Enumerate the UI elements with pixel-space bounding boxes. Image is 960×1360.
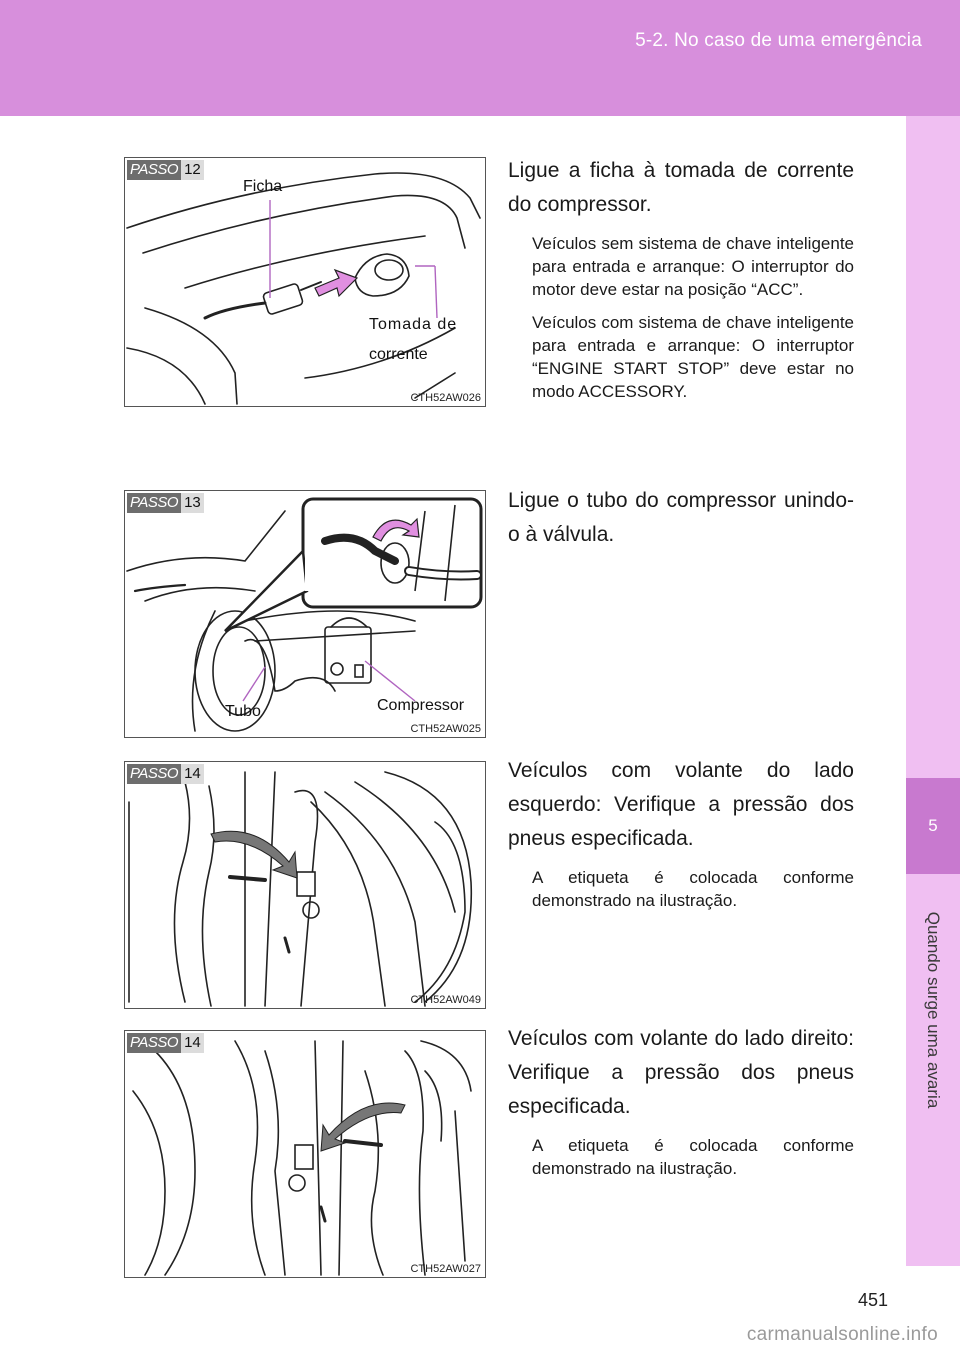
step-badge <box>127 160 204 180</box>
illustration-plug-socket <box>125 158 485 406</box>
figure-code: CTH52AW049 <box>410 994 481 1006</box>
step-instruction: Ligue o tubo do compressor unindo-o à válvula. <box>508 489 854 546</box>
page-header <box>0 0 960 116</box>
figure-step-14-left <box>124 761 486 1009</box>
step-badge-label: PASSO <box>127 160 181 180</box>
step-instruction: Veículos com volante do lado direito: Verifique a pressão dos pneus especificada. <box>508 1027 854 1118</box>
step-note: Veículos sem sistema de chave inteligente para entrada e arranque: O interruptor do motor deve estar na posição “ACC”. <box>532 234 854 299</box>
step-note: A etiqueta é colocada conforme demonstrado na ilustração. <box>532 1136 854 1178</box>
page-number: 451 <box>858 1290 889 1310</box>
callout-tubo: Tubo <box>225 703 261 720</box>
step-12-text <box>508 154 854 413</box>
callout-compressor: Compressor <box>377 697 465 714</box>
step-instruction: Ligue a ficha à tomada de corrente do compressor. <box>508 159 854 216</box>
figure-step-13 <box>124 490 486 738</box>
callout-tomada: Tomada de <box>369 316 458 333</box>
step-badge-label: PASSO <box>127 764 181 784</box>
step-badge-label: PASSO <box>127 1033 181 1053</box>
step-14-left-text <box>508 754 854 922</box>
step-badge-number: 12 <box>181 160 204 180</box>
step-instruction: Veículos com volante do lado esquerdo: Verifique a pressão dos pneus especificada. <box>508 759 854 850</box>
step-badge-number: 14 <box>181 1033 204 1053</box>
figure-step-12 <box>124 157 486 407</box>
step-badge <box>127 764 204 784</box>
step-note: Veículos com sistema de chave inteligente para entrada e arranque: O interruptor “ENGINE START STOP” deve estar no modo ACCESSORY. <box>532 313 854 401</box>
step-note: A etiqueta é colocada conforme demonstrado na ilustração. <box>532 868 854 910</box>
step-badge-number: 14 <box>181 764 204 784</box>
step-13-text <box>508 484 854 562</box>
chapter-number: 5 <box>906 778 960 874</box>
step-badge-label: PASSO <box>127 493 181 513</box>
step-badge <box>127 493 204 513</box>
chapter-label: Quando surge uma avaria <box>924 911 943 1109</box>
watermark-text: carmanualsonline.info <box>746 1324 938 1345</box>
section-title: 5-2. No caso de uma emergência <box>635 30 922 51</box>
figure-code: CTH52AW026 <box>410 392 481 404</box>
illustration-door-label-left <box>125 762 485 1008</box>
figure-code: CTH52AW025 <box>410 723 481 735</box>
step-badge-number: 13 <box>181 493 204 513</box>
figure-code: CTH52AW027 <box>410 1263 481 1275</box>
step-14-right-text <box>508 1022 854 1190</box>
callout-ficha: Ficha <box>243 178 283 195</box>
illustration-door-label-right <box>125 1031 485 1277</box>
callout-corrente: corrente <box>369 346 428 363</box>
figure-step-14-right <box>124 1030 486 1278</box>
step-badge <box>127 1033 204 1053</box>
